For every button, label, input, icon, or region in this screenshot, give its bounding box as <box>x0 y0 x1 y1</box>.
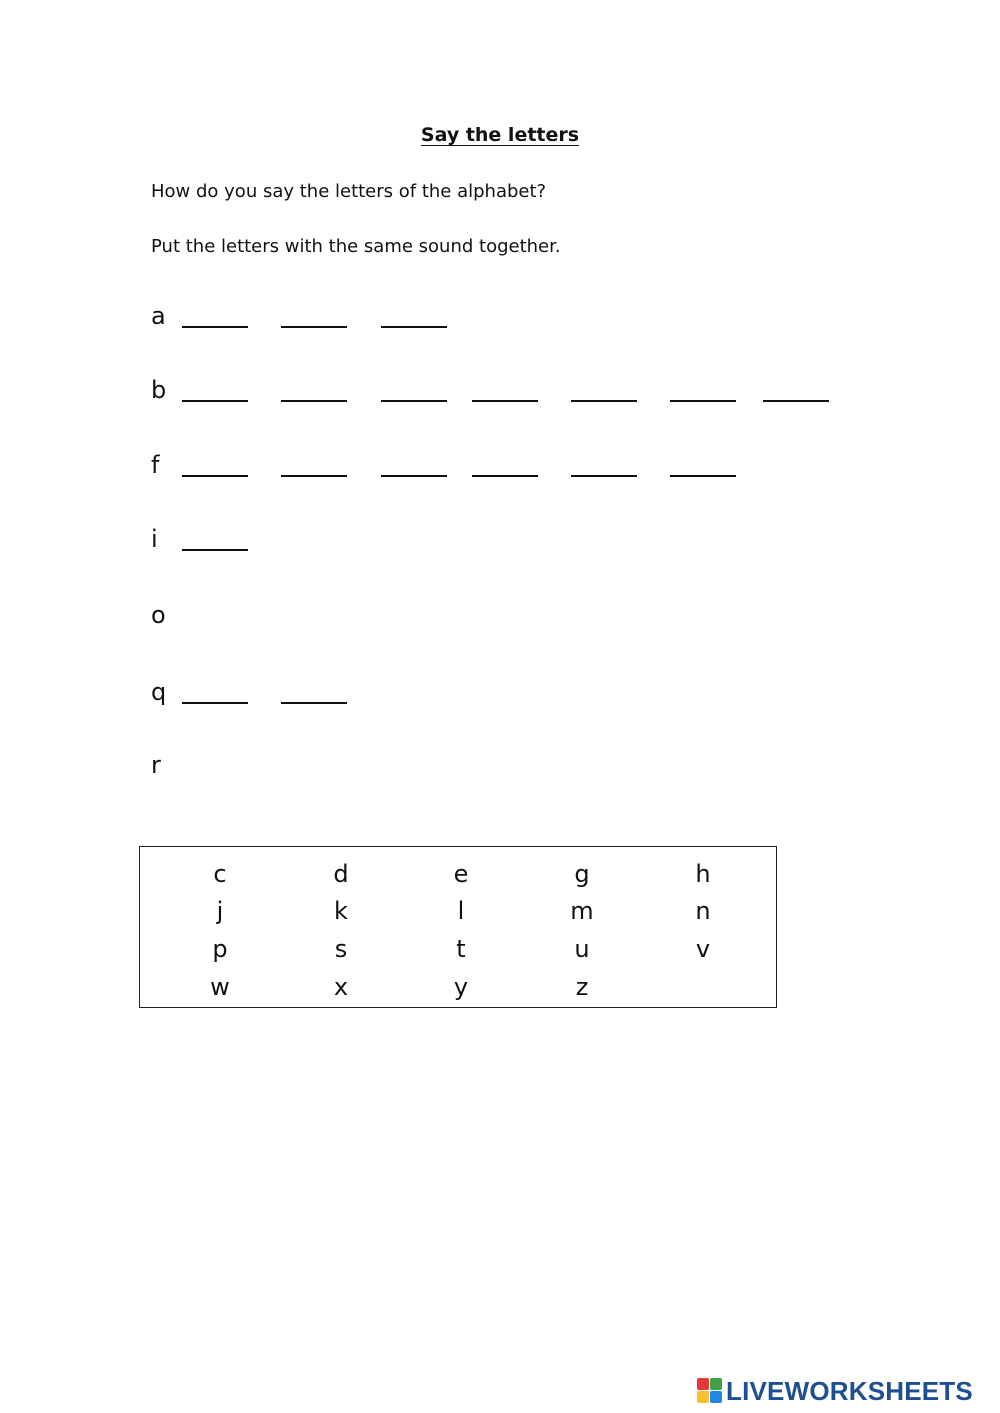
sound-group-row <box>151 301 871 341</box>
answer-blank[interactable] <box>381 326 447 328</box>
bank-letter[interactable]: h <box>695 860 711 888</box>
instruction-text: Put the letters with the same sound together. <box>151 236 561 257</box>
bank-letter[interactable]: y <box>453 973 469 1001</box>
bank-letter[interactable]: c <box>213 860 227 888</box>
answer-blank[interactable] <box>281 702 347 704</box>
group-letter: f <box>151 451 160 479</box>
bank-letter[interactable]: s <box>334 935 348 963</box>
bank-letter[interactable]: j <box>216 897 224 925</box>
answer-blank[interactable] <box>281 326 347 328</box>
answer-blank[interactable] <box>381 400 447 402</box>
answer-blank[interactable] <box>571 400 637 402</box>
bank-letter[interactable]: u <box>574 935 590 963</box>
sound-group-row <box>151 750 871 790</box>
liveworksheets-logo <box>697 1376 997 1410</box>
sound-group-row <box>151 450 871 490</box>
answer-blank[interactable] <box>472 400 538 402</box>
logo-text: LIVEWORKSHEETS <box>726 1376 973 1406</box>
group-letter: b <box>151 376 167 404</box>
bank-letter[interactable]: n <box>695 897 711 925</box>
sound-group-row <box>151 375 871 415</box>
answer-blank[interactable] <box>381 475 447 477</box>
group-letter: i <box>151 525 158 553</box>
answer-blank[interactable] <box>571 475 637 477</box>
answer-blank[interactable] <box>182 549 248 551</box>
bank-letter[interactable]: m <box>570 897 594 925</box>
answer-blank[interactable] <box>182 702 248 704</box>
answer-blank[interactable] <box>281 400 347 402</box>
bank-letter[interactable]: e <box>453 860 469 888</box>
bank-letter[interactable]: p <box>212 935 228 963</box>
bank-letter[interactable]: z <box>575 973 589 1001</box>
answer-blank[interactable] <box>182 400 248 402</box>
bank-letter[interactable]: k <box>334 897 348 925</box>
sound-group-row <box>151 677 871 717</box>
instruction-text: How do you say the letters of the alphabet? <box>151 181 547 202</box>
worksheet-title: Say the letters <box>420 124 580 146</box>
answer-blank[interactable] <box>281 475 347 477</box>
answer-blank[interactable] <box>182 326 248 328</box>
group-letter: q <box>151 678 167 706</box>
logo-mark-icon <box>697 1378 723 1404</box>
bank-letter[interactable]: d <box>333 860 349 888</box>
bank-letter[interactable]: v <box>695 935 711 963</box>
group-letter: a <box>151 302 166 330</box>
bank-letter[interactable]: t <box>456 935 466 963</box>
answer-blank[interactable] <box>670 475 736 477</box>
group-letter: r <box>151 751 161 779</box>
answer-blank[interactable] <box>670 400 736 402</box>
sound-group-row <box>151 600 871 640</box>
answer-blank[interactable] <box>763 400 829 402</box>
answer-blank[interactable] <box>182 475 248 477</box>
sound-group-row <box>151 524 871 564</box>
bank-letter[interactable]: g <box>574 860 590 888</box>
answer-blank[interactable] <box>472 475 538 477</box>
group-letter: o <box>151 601 166 629</box>
bank-letter[interactable]: x <box>333 973 349 1001</box>
bank-letter[interactable]: l <box>457 897 465 925</box>
letter-bank-box <box>139 846 777 1008</box>
bank-letter[interactable]: w <box>210 973 230 1001</box>
